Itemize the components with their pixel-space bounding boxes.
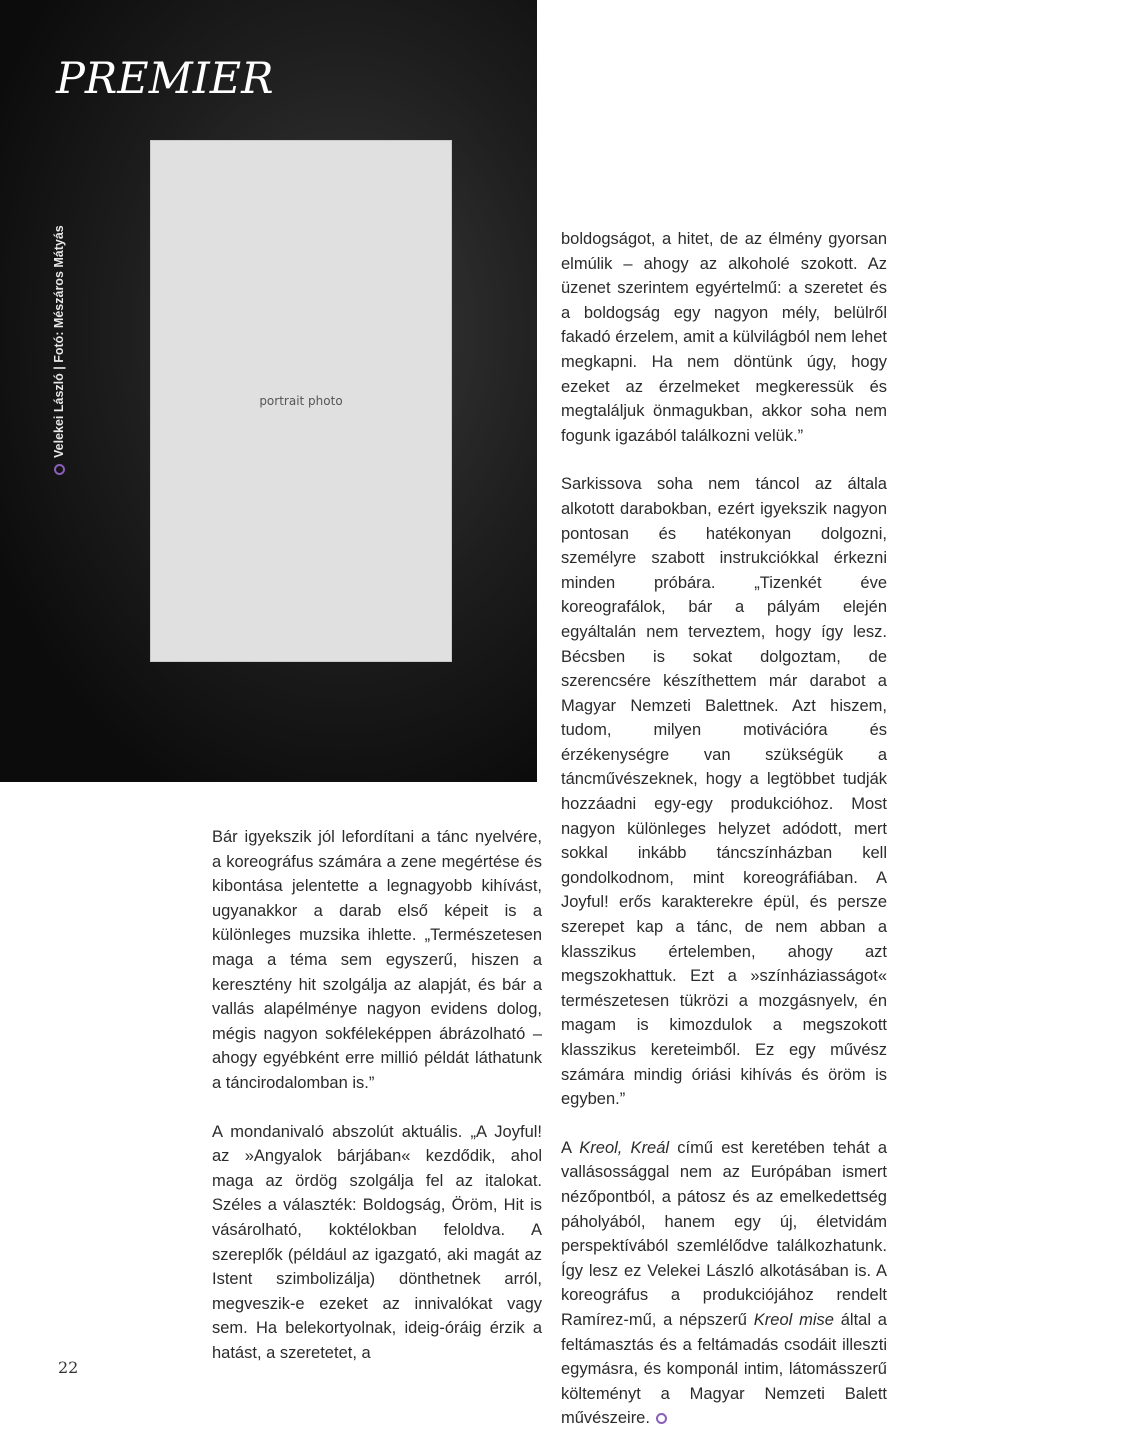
photo-credit-text: Velekei László | Fotó: Mészáros Mátyás — [52, 225, 66, 458]
work-title: Kreol, Kreál — [579, 1138, 670, 1157]
end-mark-icon — [656, 1413, 667, 1424]
photo-credit — [51, 225, 67, 475]
paragraph: Sarkissova soha nem táncol az általa alkotott darabokban, ezért igyekszik nagyon pontosan és hatékonyan dolgozni, személyre szabott instrukciókkal érkezni minden próbára. „Tizenkét éve koreografálok, bár a pályám elején egyáltalán nem terveztem, hogy így lesz. Bécsben is sokat dolgoztam, de szerencsére készíthettem már darabot a Magyar Nemzeti Balettnek. Azt hiszem, tudom, milyen motivációra és érzékenységre van szükségük a táncművészeknek, hogy a legtöbbet tudják hozzáadni egy-egy produkcióhoz. Most nagyon különleges helyzet adódott, mert sokkal inkább táncszínházban kell gondolkodnom, mint koreográfiában. A Joyful! erős karakterekre épül, és persze szerepet kap a tánc, de nem abban a klasszikus értelemben, ahogy azt megszokhattuk. Ezt a »színháziasságot« természetesen tükrözi a mozgásnyelv, én magam is kimozdulok a megszokott klasszikus kereteimből. Ez egy művész számára mindig óriási kihívás és öröm is egyben.” — [561, 475, 887, 1109]
paragraph: A mondanivaló abszolút aktuális. „A Joyful! az »Angyalok bárjában« kezdődik, ahol maga az ördög szolgálja fel az italokat. Széles a választék: Boldogság, Öröm, Hit is vásárolható, koktélokban feloldva. A szereplők (például az igazgató, aki magát az Istent szimbolizálja) dönthetnek arról, megveszik-e ezeket az innivalókat vagy sem. Ha belekortyolnak, ideig-óráig érzik a hatást, a szeretetet, a — [212, 1122, 542, 1362]
portrait-placeholder: portrait photo — [150, 140, 452, 662]
paragraph — [561, 1136, 887, 1431]
portrait-photo — [0, 0, 537, 782]
text-run: által a feltámasztás és a feltámadás csodáit illeszti egymásra, és komponál intim, látomásszerű költeményt a Magyar Nemzeti Balett művészeire. — [561, 1310, 887, 1428]
section-title: PREMIER — [56, 54, 274, 104]
work-title: Kreol mise — [753, 1310, 834, 1329]
article-right-column — [561, 227, 887, 1455]
ring-bullet-icon — [54, 464, 65, 475]
text-run: című est keretében tehát a vallásossággal nem az Európában ismert nézőpontból, a pátosz és az emelkedettség páholyából, hanem egy új, életvidám perspektívából szemlélődve találkozhatunk. Így lesz ez Velekei László alkotásában is. A koreográfus a produkciójához rendelt Ramírez-mű, a népszerű — [561, 1138, 888, 1329]
page-number: 22 — [58, 1358, 79, 1377]
text-run: A — [561, 1138, 580, 1157]
paragraph: boldogságot, a hitet, de az élmény gyorsan elmúlik – ahogy az alkoholé szokott. Az üzenet szerintem egyértelmű: a szeretet és a boldogság egy nagyon mély, belülről fakadó érzelem, amit a külvilágból nem lehet megkapni. Ha nem döntünk úgy, hogy ezeket az érzelmeket megkeressük és megtaláljuk önmagukban, akkor soha nem fogunk igazából találkozni velük.” — [561, 230, 887, 445]
paragraph: Bár igyekszik jól lefordítani a tánc nyelvére, a koreográfus számára a zene megértése és kibontása jelentette a legnagyobb kihívást, ugyanakkor a darab első képeit is a különleges muzsika ihlette. „Természetesen maga a téma sem egyszerű, hiszen a keresztény hit szolgálja az alapját, és bár a vallás alapélménye nagyon evidens dolog, mégis nagyon sokféleképpen ábrázolható – ahogy egyébként erre millió példát láthatunk a táncirodalomban is.” — [212, 828, 542, 1092]
article-left-column — [212, 825, 542, 1389]
